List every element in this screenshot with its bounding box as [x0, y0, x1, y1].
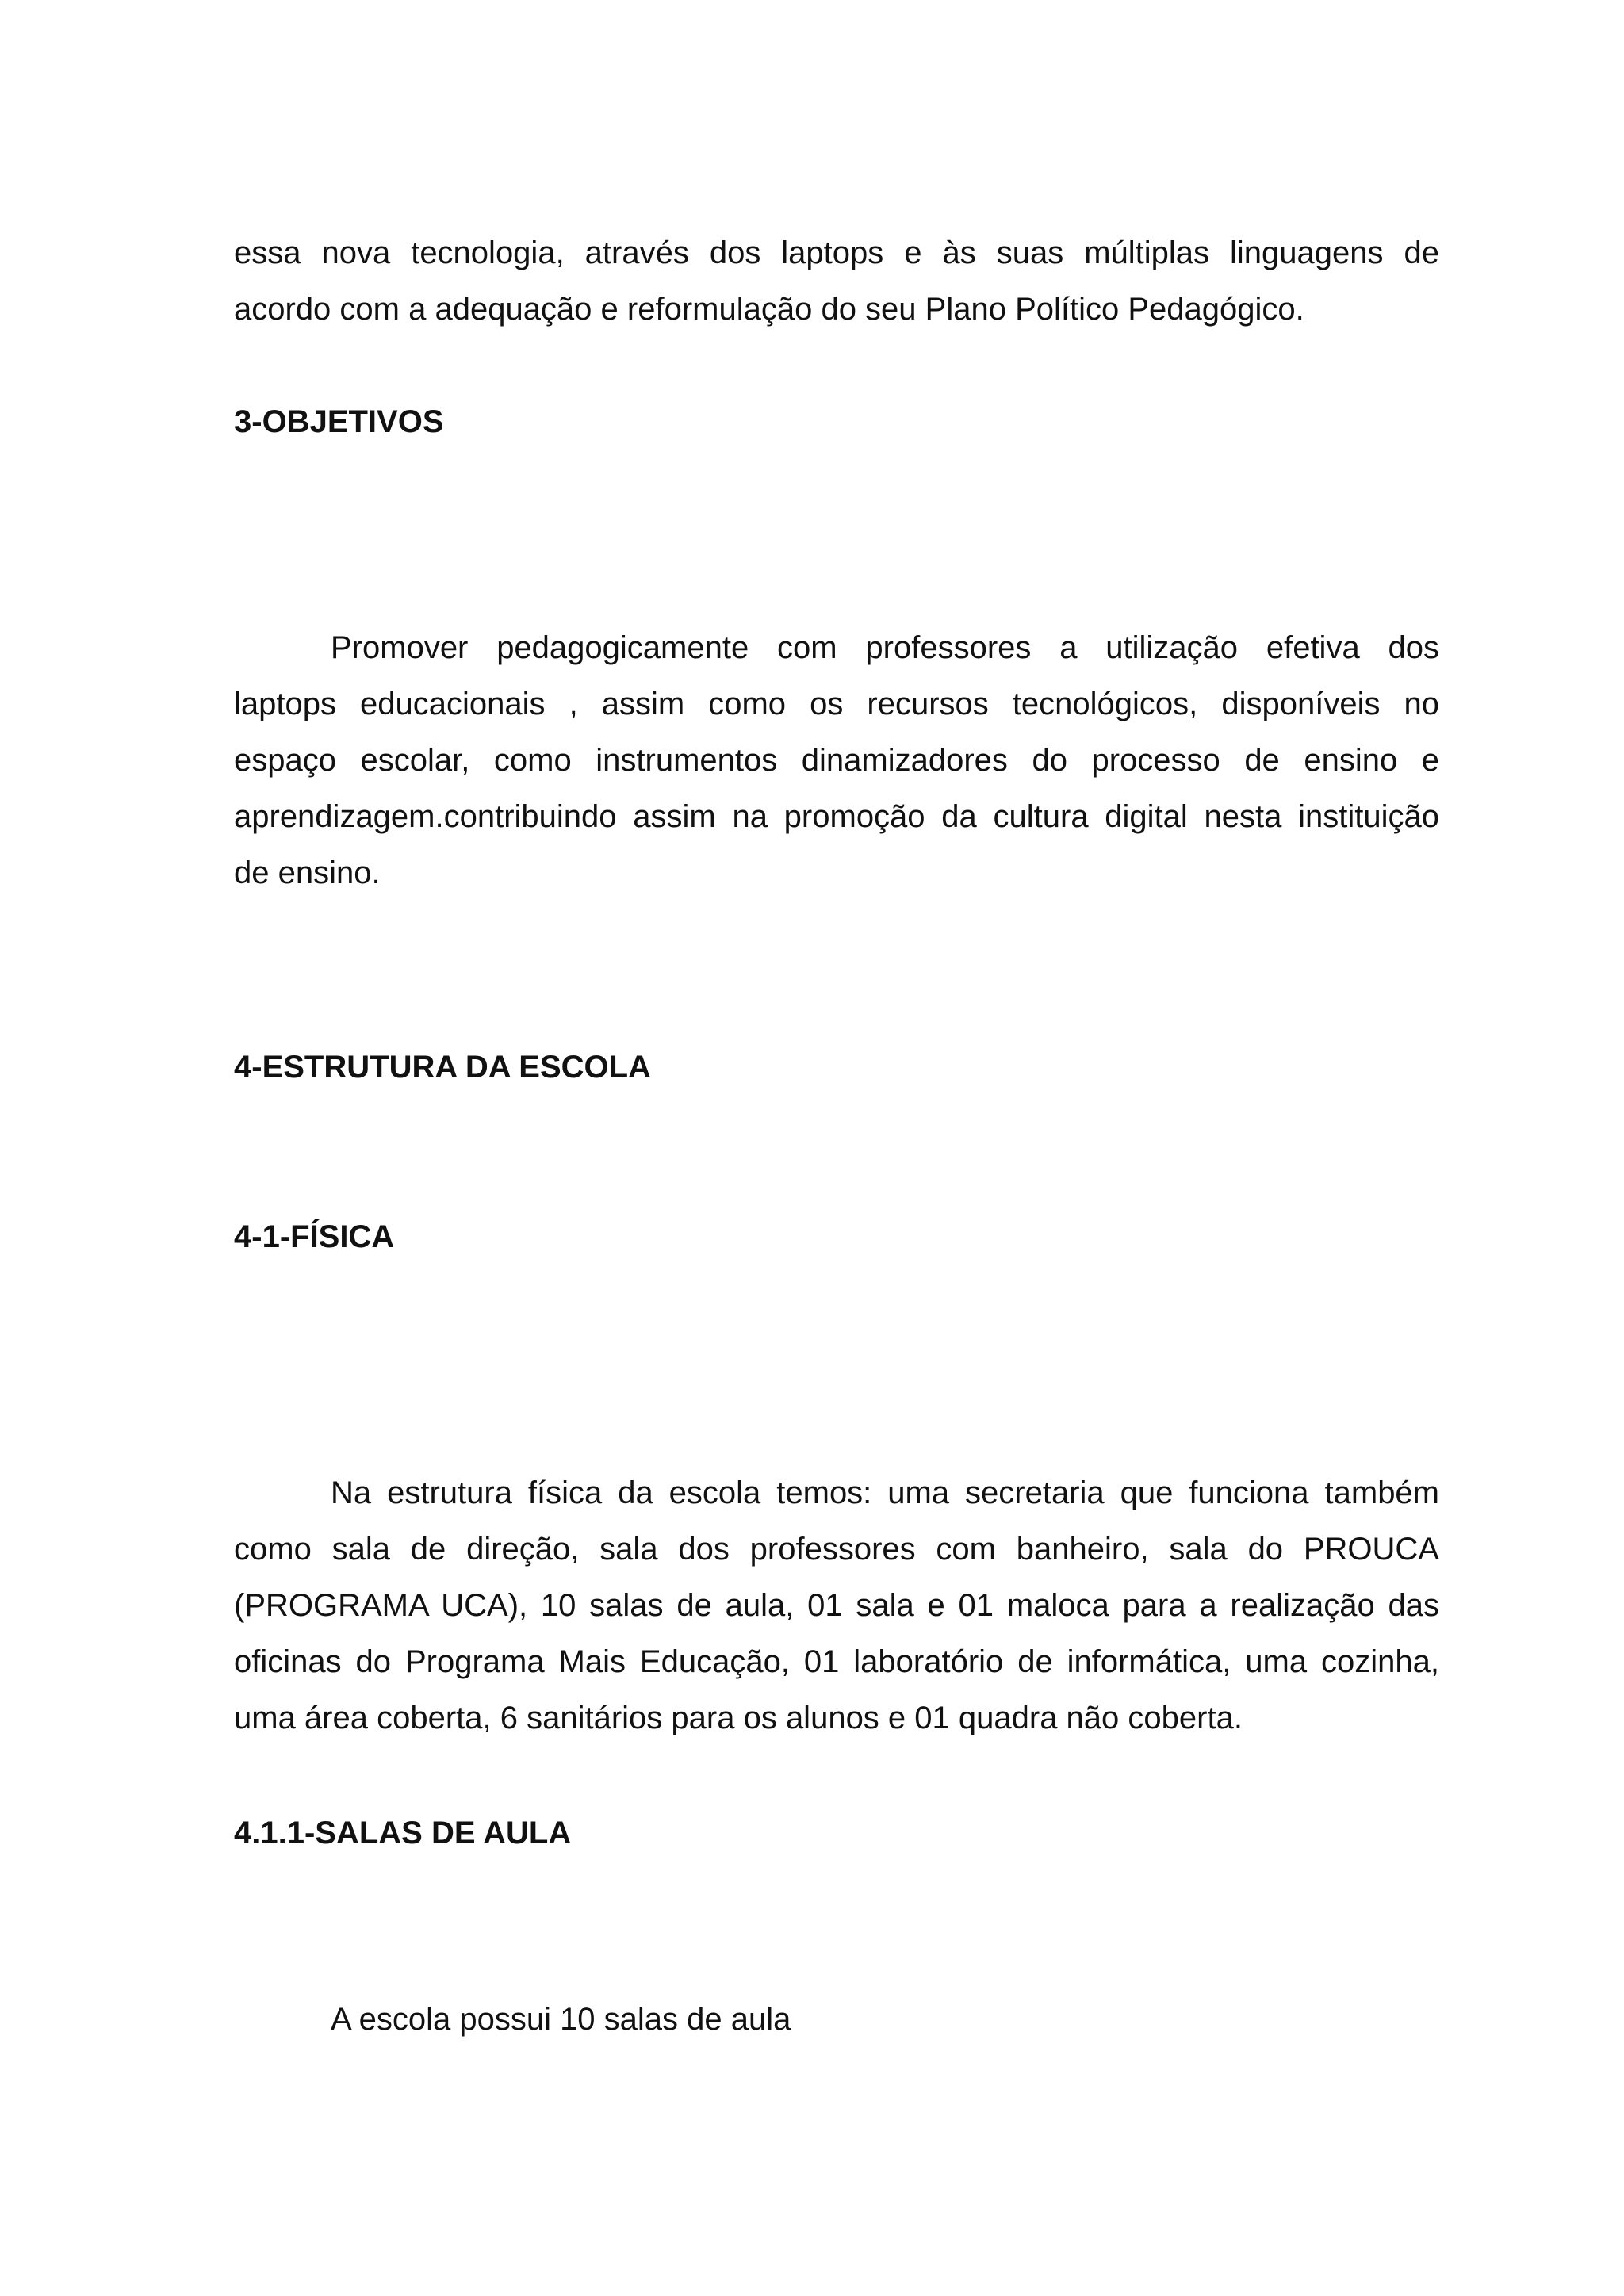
fisica-line: uma área coberta, 6 sanitários para os alunos e 01 quadra não coberta. — [234, 1701, 1243, 1735]
intro-paragraph — [234, 225, 1439, 338]
salas-line-text: A escola possui 10 salas de aula — [331, 2002, 791, 2037]
objetivos-line-text: Promover pedagogicamente com professores a utilização efetiva dos — [331, 630, 1439, 665]
subsection-heading-salas: 4.1.1-SALAS DE AULA — [234, 1816, 572, 1850]
subsection-heading-fisica: 4-1-FÍSICA — [234, 1219, 395, 1254]
fisica-paragraph — [234, 1465, 1439, 1747]
objetivos-line: espaço escolar, como instrumentos dinamizadores do processo de ensino e — [234, 743, 1439, 778]
objetivos-paragraph — [234, 620, 1439, 901]
fisica-line: (PROGRAMA UCA), 10 salas de aula, 01 sala e 01 maloca para a realização das — [234, 1588, 1439, 1623]
intro-line: essa nova tecnologia, através dos laptops e às suas múltiplas linguagens de — [234, 235, 1439, 270]
salas-line — [234, 1992, 1439, 2048]
fisica-line: como sala de direção, sala dos professores com banheiro, sala do PROUCA — [234, 1532, 1439, 1567]
objetivos-line: aprendizagem.contribuindo assim na promoção da cultura digital nesta instituição — [234, 799, 1439, 834]
section-heading-objetivos: 3-OBJETIVOS — [234, 404, 444, 439]
fisica-line: oficinas do Programa Mais Educação, 01 laboratório de informática, uma cozinha, — [234, 1644, 1439, 1679]
intro-line: acordo com a adequação e reformulação do seu Plano Político Pedagógico. — [234, 292, 1304, 327]
section-heading-estrutura: 4-ESTRUTURA DA ESCOLA — [234, 1050, 651, 1085]
fisica-line-text: Na estrutura física da escola temos: uma secretaria que funciona também — [331, 1475, 1439, 1510]
fisica-line — [234, 1465, 1439, 1521]
objetivos-line: de ensino. — [234, 855, 381, 890]
objetivos-line: laptops educacionais , assim como os recursos tecnológicos, disponíveis no — [234, 687, 1439, 721]
salas-paragraph — [234, 1992, 1439, 2048]
objetivos-line — [234, 620, 1439, 676]
